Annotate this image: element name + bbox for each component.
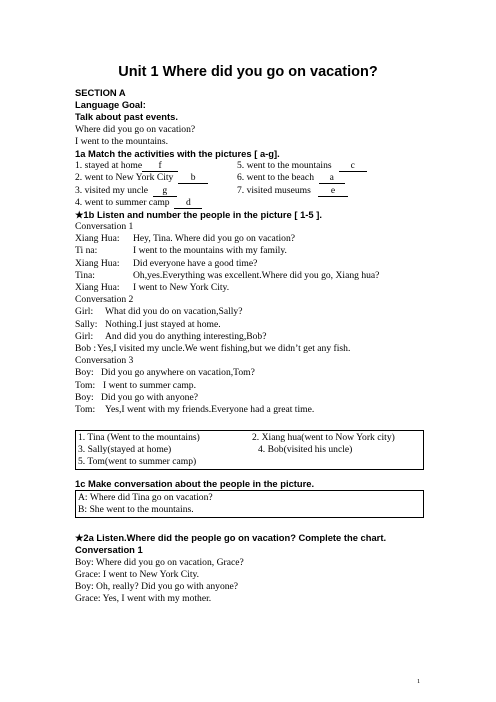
ex1b-heading: ★1b Listen and number the people in the picture [ 1-5 ]. [75, 208, 322, 220]
dialogue-line [75, 380, 435, 392]
answer-cell: 4. Bob(visited his uncle) [258, 444, 353, 456]
match-item: 2. went to New York City [75, 172, 174, 184]
speaker: Bob : [75, 342, 97, 354]
utterance: I went to New York City. [133, 282, 230, 293]
speaker: Tom: [75, 403, 96, 415]
match-answer: a [319, 173, 345, 184]
speaker: Girl: [75, 330, 94, 342]
speaker: Sally: [75, 318, 98, 330]
answer-cell: 5. Tom(went to summer camp) [78, 456, 197, 468]
utterance: I went to the mountains with my family. [133, 245, 287, 257]
utterance: Yes,I visited my uncle.We went fishing,but we didn’t get any fish. [97, 342, 351, 354]
utterance: Oh,yes.Everything was excellent.Where did you go, Xiang hua? [133, 269, 380, 281]
unit-title: Unit 1 Where did you go on vacation? [118, 64, 378, 80]
utterance: I went to summer camp. [103, 379, 196, 391]
answer-cell: 3. Sally(stayed at home) [78, 444, 172, 456]
ex1c-heading: 1c Make conversation about the people in the picture. [75, 478, 315, 490]
answer-row [78, 456, 421, 468]
answer-cell: 2. Xiang hua(went to Now York city) [252, 432, 395, 444]
utterance: And did you do anything interesting,Bob? [105, 330, 267, 342]
language-goal-label: Language Goal: [75, 99, 146, 111]
match-item: 4. went to summer camp [75, 196, 170, 208]
conversation-title: Conversation 3 [75, 355, 134, 367]
utterance: Yes,I went with my friends.Everyone had a great time. [105, 403, 315, 415]
dialogue-line [75, 331, 435, 343]
ex1c-box [75, 490, 424, 518]
dialogue-line: Grace: I went to New York City. [75, 568, 200, 580]
utterance: What did you do on vacation,Sally? [105, 306, 243, 318]
example-answer: I went to the mountains. [75, 135, 168, 147]
utterance: Hey, Tina. Where did you go on vacation? [133, 233, 295, 245]
ex2a-heading: ★2a Listen.Where did the people go on vacation? Complete the chart. [75, 532, 387, 544]
dialogue-line [75, 343, 435, 355]
match-item: 7. visited museums [237, 184, 311, 196]
speaker: Xiang Hua: [75, 233, 120, 245]
match-answer: c [339, 161, 367, 172]
speaker: Tom: [75, 379, 96, 391]
match-answer: d [174, 198, 202, 209]
dialogue-line [75, 233, 435, 245]
speaker: Girl: [75, 306, 94, 318]
speaker: Ti na: [75, 245, 98, 257]
answer-row [78, 432, 421, 444]
dialogue-line: Boy: Where did you go on vacation, Grace? [75, 556, 244, 568]
dialogue-line [75, 367, 435, 379]
dialogue-line: Grace: Yes, I went with my mother. [75, 593, 212, 605]
speaker: Boy: [75, 391, 94, 403]
conversation-title: Conversation 1 [75, 221, 134, 233]
speaker: Xiang Hua: [75, 282, 120, 293]
utterance: Nothing.I just stayed at home. [105, 318, 221, 330]
conversation-title: Conversation 1 [75, 544, 143, 556]
match-row [75, 172, 435, 184]
dialogue-line [75, 270, 435, 282]
match-row [75, 185, 435, 197]
dialogue-line [75, 282, 435, 294]
conversation-title: Conversation 2 [75, 294, 134, 306]
dialogue-line: Boy: Oh, really? Did you go with anyone? [75, 581, 239, 592]
match-item: 5. went to the mountains [237, 160, 332, 172]
match-answer: g [153, 186, 177, 197]
utterance: Did everyone have a good time? [133, 257, 258, 269]
dialogue-line [75, 258, 435, 270]
utterance: Did you go anywhere on vacation,Tom? [101, 367, 255, 379]
content [75, 87, 435, 605]
dialogue-line [75, 306, 435, 318]
ex1a-heading: 1a Match the activities with the pictures [ a-g]. [75, 147, 280, 159]
speaker: Boy: [75, 367, 94, 379]
ex1c-line: B: She went to the mountains. [78, 504, 194, 516]
page-number: 1 [417, 678, 421, 685]
ex1c-line: A: Where did Tina go on vacation? [78, 492, 213, 504]
answer-row [78, 444, 421, 456]
match-answer: e [318, 186, 348, 197]
speaker: Xiang Hua: [75, 257, 120, 269]
example-question: Where did you go on vacation? [75, 123, 196, 135]
match-answer: f [142, 161, 178, 172]
utterance: Did you go with anyone? [101, 391, 198, 403]
language-goal: Talk about past events. [75, 111, 178, 123]
match-row [75, 160, 435, 172]
dialogue-line [75, 319, 435, 331]
dialogue-line [75, 404, 435, 416]
match-item: 6. went to the beach [237, 172, 314, 184]
match-item: 1. stayed at home [75, 160, 143, 172]
speaker: Tina: [75, 269, 95, 281]
section-heading: SECTION A [75, 87, 126, 98]
match-item: 3. visited my uncle [75, 184, 149, 196]
match-answer: b [178, 173, 208, 184]
dialogue-line [75, 245, 435, 257]
answer-cell: 1. Tina (Went to the mountains) [78, 432, 200, 444]
answer-box [75, 430, 424, 470]
match-row [75, 197, 435, 209]
dialogue-line [75, 392, 435, 404]
